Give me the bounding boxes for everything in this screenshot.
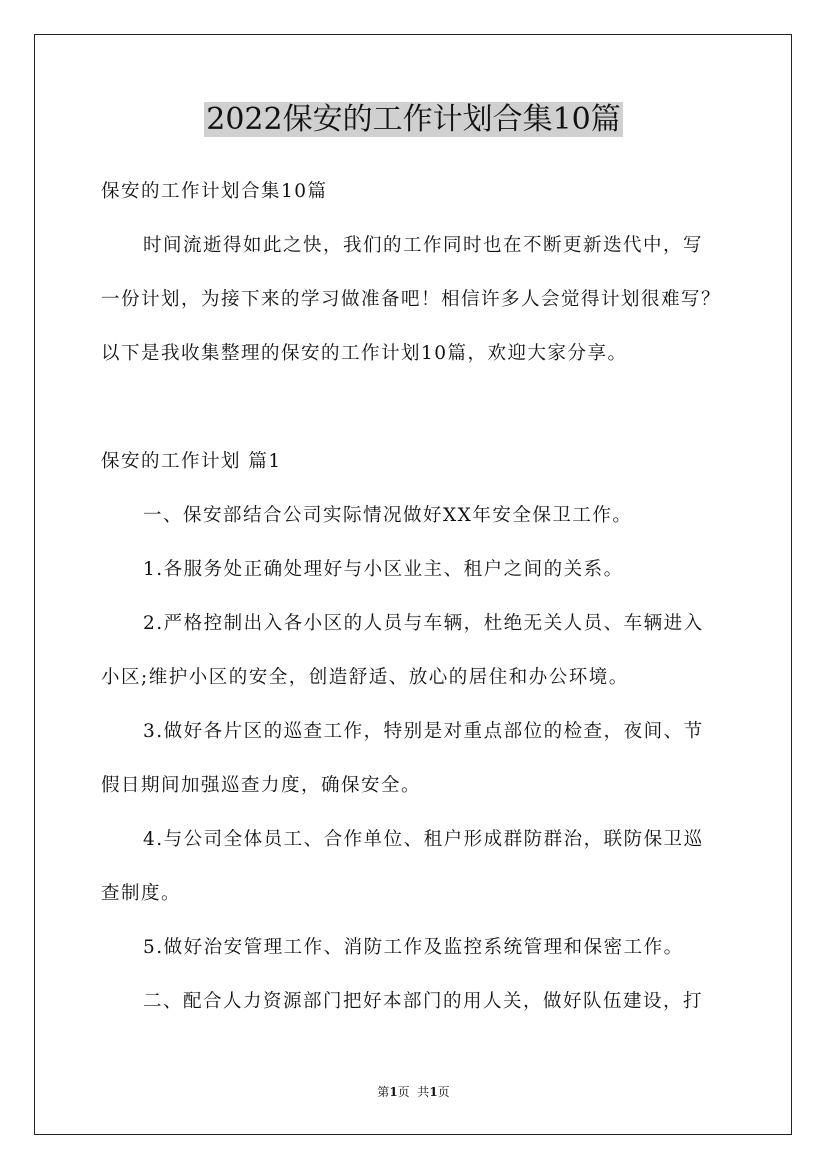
section-heading: 保安的工作计划 篇1 [101, 451, 282, 472]
body-line: 保安的工作计划合集10篇 [101, 181, 328, 202]
body-line: 5.做好治安管理工作、消防工作及监控系统管理和保密工作。 [143, 937, 684, 958]
document-title [0, 100, 827, 140]
body-line: 时间流逝得如此之快，我们的工作同时也在不断更新迭代中，写 [143, 235, 704, 256]
footer-page-prefix: 第 [377, 1085, 390, 1099]
body-line: 1.各服务处正确处理好与小区业主、租户之间的关系。 [143, 559, 624, 580]
body-line: 以下是我收集整理的保安的工作计划10篇，欢迎大家分享。 [101, 343, 628, 364]
body-line: 2.严格控制出入各小区的人员与车辆，杜绝无关人员、车辆进入 [143, 613, 704, 634]
footer-page-current: 1 [389, 1085, 398, 1099]
body-line: 假日期间加强巡查力度，确保安全。 [101, 775, 422, 796]
footer-page-suffix: 页 [437, 1085, 450, 1099]
document-title-text: 2022保安的工作计划合集10篇 [206, 102, 621, 137]
body-line: 4.与公司全体员工、合作单位、租户形成群防群治，联防保卫巡 [143, 829, 704, 850]
body-line: 一份计划，为接下来的学习做准备吧！相信许多人会觉得计划很难写？ [101, 289, 722, 310]
document-body [101, 165, 731, 1029]
body-line: 二、配合人力资源部门把好本部门的用人关，做好队伍建设，打 [143, 991, 704, 1012]
body-line: 3.做好各片区的巡查工作，特别是对重点部位的检查，夜间、节 [143, 721, 704, 742]
page-footer [0, 1084, 827, 1100]
footer-page-middle: 页 共 [397, 1085, 430, 1099]
footer-page-total: 1 [429, 1085, 438, 1099]
body-line: 一、保安部结合公司实际情况做好XX年安全保卫工作。 [143, 505, 633, 526]
body-line: 查制度。 [101, 883, 182, 904]
body-line-blank [101, 381, 731, 435]
body-line: 小区;维护小区的安全，创造舒适、放心的居住和办公环境。 [101, 667, 629, 688]
